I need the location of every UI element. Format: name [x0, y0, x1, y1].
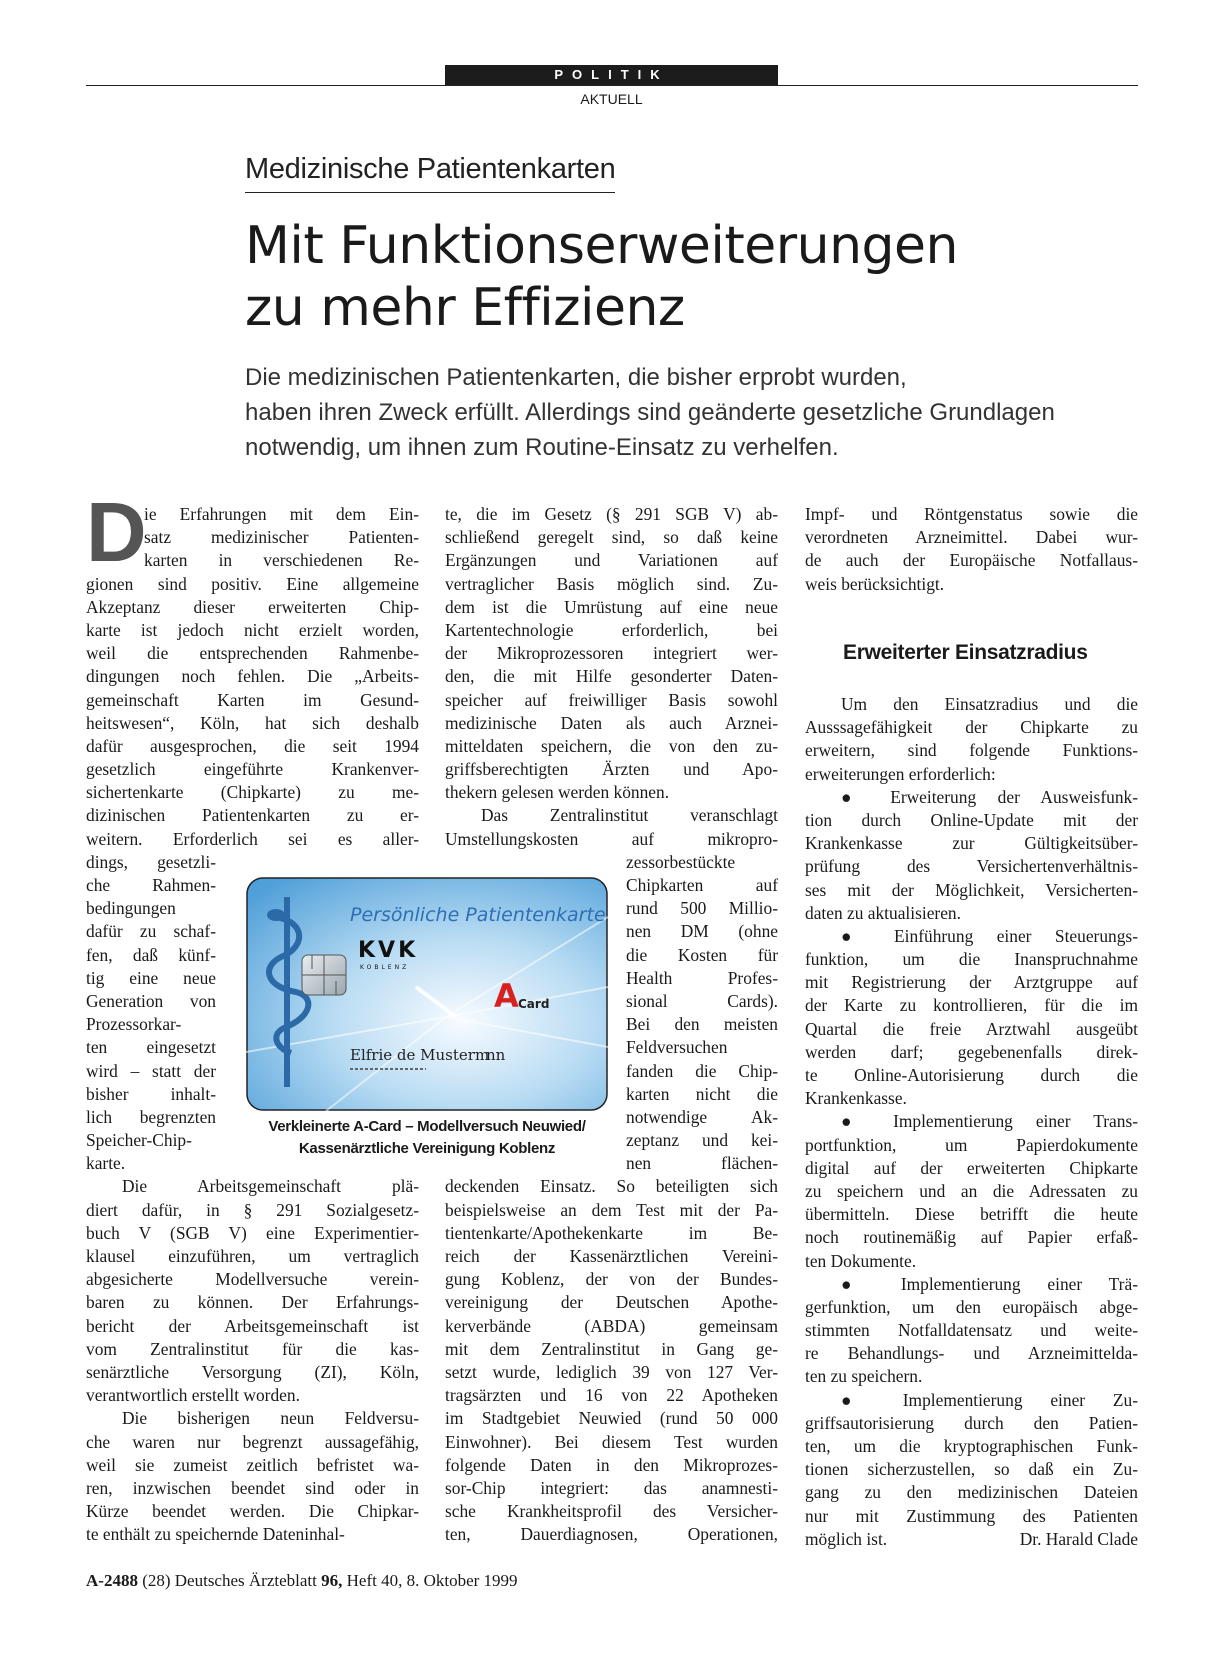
- text-line: tionen sicherzustellen, so daß ein Zu-: [805, 1459, 1138, 1480]
- text-line: setzt wurde, lediglich 39 von 127 Ver-: [445, 1361, 778, 1382]
- text-line: ten eingesetzt: [86, 1037, 216, 1058]
- text-line: den, die mit Hilfe gesonderter Daten-: [445, 666, 778, 687]
- text-line: verordneten Arzneimittel. Dabei wur-: [805, 527, 1138, 548]
- text-line: te enthält zu speichernde Dateninhal-: [86, 1524, 345, 1545]
- text-line: erweitern, sind folgende Funktions-: [805, 740, 1138, 761]
- text-line: karte ist jedoch nicht erzielt worden,: [86, 619, 419, 640]
- text-line: gemeinschaft Karten im Gesund-: [86, 689, 419, 710]
- text-line: der Mikroprozessoren integriert wer-: [445, 643, 778, 664]
- headline-line: Mit Funktionserweiterungen: [245, 216, 958, 276]
- text-line: gung Koblenz, der von der Bundes-: [445, 1269, 778, 1290]
- text-line: Krankenkasse zur Gültigkeitsüber-: [805, 833, 1138, 854]
- text-line: griffsberechtigten Ärzten und Apo-: [445, 759, 778, 780]
- text-line: weitern. Erforderlich sei es aller-: [86, 828, 419, 849]
- text-line: rund 500 Millio-: [626, 898, 778, 919]
- article-author: Dr. Harald Clade: [1019, 1528, 1138, 1549]
- text-line: de auch der Europäische Notfallaus-: [805, 550, 1138, 571]
- drop-cap: D: [86, 485, 147, 579]
- text-line: ten zu speichern.: [805, 1366, 923, 1387]
- card-holder-name-end: nn: [486, 1046, 506, 1064]
- text-line: Umstellungskosten auf mikropro-: [445, 828, 778, 849]
- text-line: ● Einführung einer Steuerungs-: [841, 925, 1138, 946]
- text-line: tion durch Online-Update mit der: [805, 809, 1138, 830]
- card-holder-name: Elfrie de Musterm: [350, 1046, 490, 1064]
- text-line: te, die im Gesetz (§ 291 SGB V) ab-: [445, 504, 778, 524]
- text-line: vereinigung der Deutschen Apothe-: [445, 1292, 778, 1313]
- text-line: zeptanz und kei-: [626, 1130, 778, 1151]
- text-line: ten Dokumente.: [805, 1250, 917, 1271]
- lead-line: notwendig, um ihnen zum Routine-Einsatz zu verhelfen.: [245, 434, 839, 461]
- text-line: nur mit Zustimmung des Patienten: [805, 1505, 1138, 1526]
- text-line: te Online-Autorisierung durch die: [805, 1065, 1138, 1085]
- text-line: Kartentechnologie erforderlich, bei: [445, 619, 778, 640]
- card-title: Persönliche Patientenkarte: [350, 904, 606, 926]
- text-line: thekern gelesen werden können.: [445, 782, 670, 803]
- text-line: Bei den meisten: [626, 1014, 778, 1035]
- section-label: POLITIK: [445, 65, 778, 85]
- text-line: dafür zu schaf-: [86, 921, 216, 942]
- text-line: werden darf; gegebenenfalls direk-: [805, 1041, 1138, 1062]
- text-line: buch V (SGB V) eine Experimentier-: [86, 1222, 419, 1243]
- figure-caption: [246, 1116, 608, 1160]
- text-line: Quartal die freie Arztwahl ausgeübt: [805, 1018, 1138, 1039]
- text-line: der Karte zu kontrollieren, für die im: [805, 995, 1138, 1016]
- text-line: ses mit der Möglichkeit, Versicherten-: [805, 879, 1138, 900]
- lead-line: haben ihren Zweck erfüllt. Allerdings sind geänderte gesetzliche Grundlagen: [245, 399, 1055, 426]
- text-line: verantwortlich erstellt worden.: [86, 1385, 300, 1406]
- card-logo-sub: KOBLENZ: [360, 964, 410, 971]
- text-line: karten in verschiedenen Re-: [144, 550, 419, 571]
- text-line: Prozessorkar-: [86, 1014, 182, 1035]
- text-line: schließend geregelt sind, so daß keine: [445, 527, 778, 548]
- text-line: deckenden Einsatz. So beteiligten sich: [445, 1176, 778, 1197]
- text-line: zu speichern und an die Adressaten zu: [805, 1180, 1138, 1201]
- text-line: karten nicht die: [626, 1083, 778, 1104]
- text-line: ten, um die kryptographischen Funk-: [805, 1436, 1138, 1456]
- text-line: Feldversuchen: [626, 1037, 728, 1058]
- text-line: Generation von: [86, 990, 216, 1011]
- text-line: portfunktion, um Papierdokumente: [805, 1134, 1138, 1155]
- text-line: noch routinemäßig auf Papier erfaß-: [805, 1227, 1138, 1248]
- text-line: erweiterungen erforderlich:: [805, 763, 996, 784]
- footer-volume: 96,: [321, 1571, 343, 1590]
- text-line: Impf- und Röntgenstatus sowie die: [805, 504, 1138, 524]
- text-line: dem ist die Umrüstung auf eine neue: [445, 596, 778, 617]
- text-line: mit dem Zentralinstitut in Gang ge-: [445, 1338, 778, 1359]
- text-line: ten, Dauerdiagnosen, Operationen,: [445, 1524, 778, 1545]
- text-line: beispielsweise an dem Test mit der Pa-: [445, 1199, 778, 1220]
- caption-line: Verkleinerte A-Card – Modellversuch Neuwied/: [268, 1118, 586, 1135]
- text-line: bericht der Arbeitsgemeinschaft ist: [86, 1315, 419, 1336]
- footer-text-a: (28) Deutsches Ärzteblatt: [137, 1571, 322, 1590]
- text-line: notwendige Ak-: [626, 1106, 778, 1127]
- text-line: daten zu aktualisieren.: [805, 902, 961, 923]
- text-line: heitswesen“, Köln, hat sich deshalb: [86, 712, 419, 733]
- text-line: bisher inhalt-: [86, 1083, 216, 1104]
- text-line: funktion, um die Inanspruchnahme: [805, 949, 1138, 970]
- page-footer: [86, 1571, 518, 1591]
- text-line: tientenkarte/Apothekenkarte im Be-: [445, 1222, 778, 1243]
- footer-text-b: Heft 40, 8. Oktober 1999: [342, 1571, 518, 1590]
- article-lead: [245, 360, 1145, 465]
- text-line: Speicher-Chip-: [86, 1130, 192, 1151]
- subsection-label: AKTUELL: [580, 91, 643, 107]
- text-line: klausel einzuführen, um vertraglich: [86, 1246, 419, 1266]
- text-line: re Behandlungs- und Arzneimittelda-: [805, 1343, 1138, 1364]
- article-headline: [245, 215, 1145, 339]
- text-line: che waren nur begrenzt aussagefähig,: [86, 1431, 419, 1452]
- text-line: tig eine neue: [86, 967, 216, 988]
- text-line: wird – statt der: [86, 1060, 216, 1081]
- text-line: dingungen noch fehlen. Die „Arbeits-: [86, 666, 419, 687]
- text-line: die Kosten für: [626, 944, 778, 965]
- caption-line: Kassenärztliche Vereinigung Koblenz: [298, 1140, 556, 1157]
- column-3-top: [805, 503, 1138, 596]
- text-line: übermitteln. Diese betrifft die heute: [805, 1204, 1138, 1225]
- text-line: gerfunktion, um den europäisch abge-: [805, 1296, 1138, 1317]
- text-line: nen DM (ohne: [626, 921, 778, 942]
- acard-logo-card: Card: [518, 997, 550, 1011]
- text-line: gionen sind positiv. Eine allgemeine: [86, 573, 419, 594]
- header-rule: [86, 85, 1138, 86]
- text-line: stimmten Notfalldatensatz und weite-: [805, 1320, 1138, 1341]
- text-line: ● Implementierung einer Trä-: [841, 1273, 1138, 1294]
- chip-icon: [302, 955, 346, 995]
- text-line: diert dafür, in § 291 Sozialgesetz-: [86, 1199, 419, 1220]
- text-line: sor-Chip integriert: das anamnesti-: [445, 1477, 778, 1498]
- text-line: Ergänzungen und Variationen auf: [445, 550, 778, 571]
- acard-logo-a: A: [494, 977, 519, 1015]
- headline-line: zu mehr Effizienz: [245, 278, 685, 338]
- text-line: dizinischen Patientenkarten zu er-: [86, 805, 419, 826]
- text-line: Chipkarten auf: [626, 875, 778, 895]
- text-line: Health Profes-: [626, 967, 778, 988]
- text-line: im Stadtgebiet Neuwied (rund 50 000: [445, 1408, 778, 1429]
- text-line: speicher auf freiwilliger Basis sowohl: [445, 689, 778, 710]
- text-line: digital auf der erweiterten Chipkarte: [805, 1157, 1138, 1178]
- text-line: Um den Einsatzradius und die: [841, 694, 1138, 714]
- text-line: ● Erweiterung der Ausweisfunk-: [841, 786, 1138, 807]
- card-logo: KVK: [358, 938, 419, 963]
- text-line: vom Zentralinstitut für die kas-: [86, 1338, 419, 1359]
- text-line: dings, gesetzli-: [86, 851, 216, 872]
- text-line: weil sie zumeist zeitlich befristet wa-: [86, 1454, 419, 1475]
- acard-figure: [246, 877, 608, 1111]
- acard-image: [246, 877, 608, 1111]
- text-line: ren, inzwischen beendet sind oder in: [86, 1477, 419, 1498]
- text-line: baren zu können. Der Erfahrungs-: [86, 1292, 419, 1313]
- text-line: möglich ist.: [805, 1528, 888, 1549]
- section-subhead: Erweiterter Einsatzradius: [843, 641, 1088, 664]
- text-line: Das Zentralinstitut veranschlagt: [481, 805, 778, 826]
- text-line: vertraglicher Basis möglich sind. Zu-: [445, 573, 778, 594]
- text-line: Krankenkasse.: [805, 1088, 907, 1109]
- text-line: prüfung des Versichertenverhältnis-: [805, 856, 1138, 877]
- text-line: sichertenkarte (Chipkarte) zu me-: [86, 782, 419, 803]
- text-line: bedingungen: [86, 898, 176, 919]
- text-line: satz medizinischer Patienten-: [144, 527, 419, 548]
- text-line: Die bisherigen neun Feldversu-: [122, 1408, 419, 1429]
- text-line: sche Krankheitsprofil des Versicher-: [445, 1501, 778, 1522]
- column-3-body: [805, 693, 1138, 1551]
- page-id: A-2488: [86, 1571, 138, 1590]
- text-line: mit Registrierung der Arztgruppe auf: [805, 972, 1138, 993]
- lead-line: Die medizinischen Patientenkarten, die bisher erprobt wurden,: [245, 364, 907, 391]
- text-line: lich begrenzten: [86, 1106, 216, 1127]
- text-line: mitteldaten speichern, die von den zu-: [445, 735, 778, 756]
- text-line: fen, daß künf-: [86, 944, 216, 965]
- text-line: gang zu den medizinischen Dateien: [805, 1482, 1138, 1503]
- text-line: karte.: [86, 1153, 126, 1174]
- article-kicker: Medizinische Patientenkarten: [245, 153, 615, 193]
- text-line: sional Cards).: [626, 990, 778, 1011]
- text-line: folgende Daten in den Mikroprozes-: [445, 1454, 778, 1475]
- text-line: medizinische Daten als auch Arznei-: [445, 712, 778, 733]
- text-line: ● Implementierung einer Trans-: [841, 1111, 1138, 1132]
- text-line: Kürze beendet werden. Die Chipkar-: [86, 1501, 419, 1522]
- text-line: weis berücksichtigt.: [805, 573, 945, 594]
- text-line: zessorbestückte: [626, 851, 736, 872]
- text-line: tragsärzten und 16 von 22 Apotheken: [445, 1385, 778, 1406]
- text-line: abgesicherte Modellversuche verein-: [86, 1269, 419, 1290]
- text-line: ie Erfahrungen mit dem Ein-: [144, 504, 419, 524]
- text-line: weil die entsprechenden Rahmenbe-: [86, 643, 419, 664]
- text-line: dafür ausgesprochen, die seit 1994: [86, 735, 419, 756]
- text-line: reich der Kassenärztlichen Vereini-: [445, 1246, 778, 1266]
- text-line: fanden die Chip-: [626, 1060, 778, 1081]
- text-line: nen flächen-: [626, 1153, 778, 1174]
- text-line: gesetzlich eingeführte Krankenver-: [86, 759, 419, 780]
- text-line: Ausssagefähigkeit der Chipkarte zu: [805, 717, 1138, 738]
- text-line: che Rahmen-: [86, 875, 216, 895]
- text-line: senärztliche Versorgung (ZI), Köln,: [86, 1361, 419, 1382]
- text-line: Einwohner). Bei diesem Test wurden: [445, 1431, 778, 1452]
- text-line: Akzeptanz dieser erweiterten Chip-: [86, 596, 419, 617]
- text-line: griffsautorisierung durch den Patien-: [805, 1412, 1138, 1433]
- text-line: kerverbände (ABDA) gemeinsam: [445, 1315, 778, 1336]
- text-line: Die Arbeitsgemeinschaft plä-: [122, 1176, 419, 1197]
- text-line: ● Implementierung einer Zu-: [841, 1389, 1138, 1410]
